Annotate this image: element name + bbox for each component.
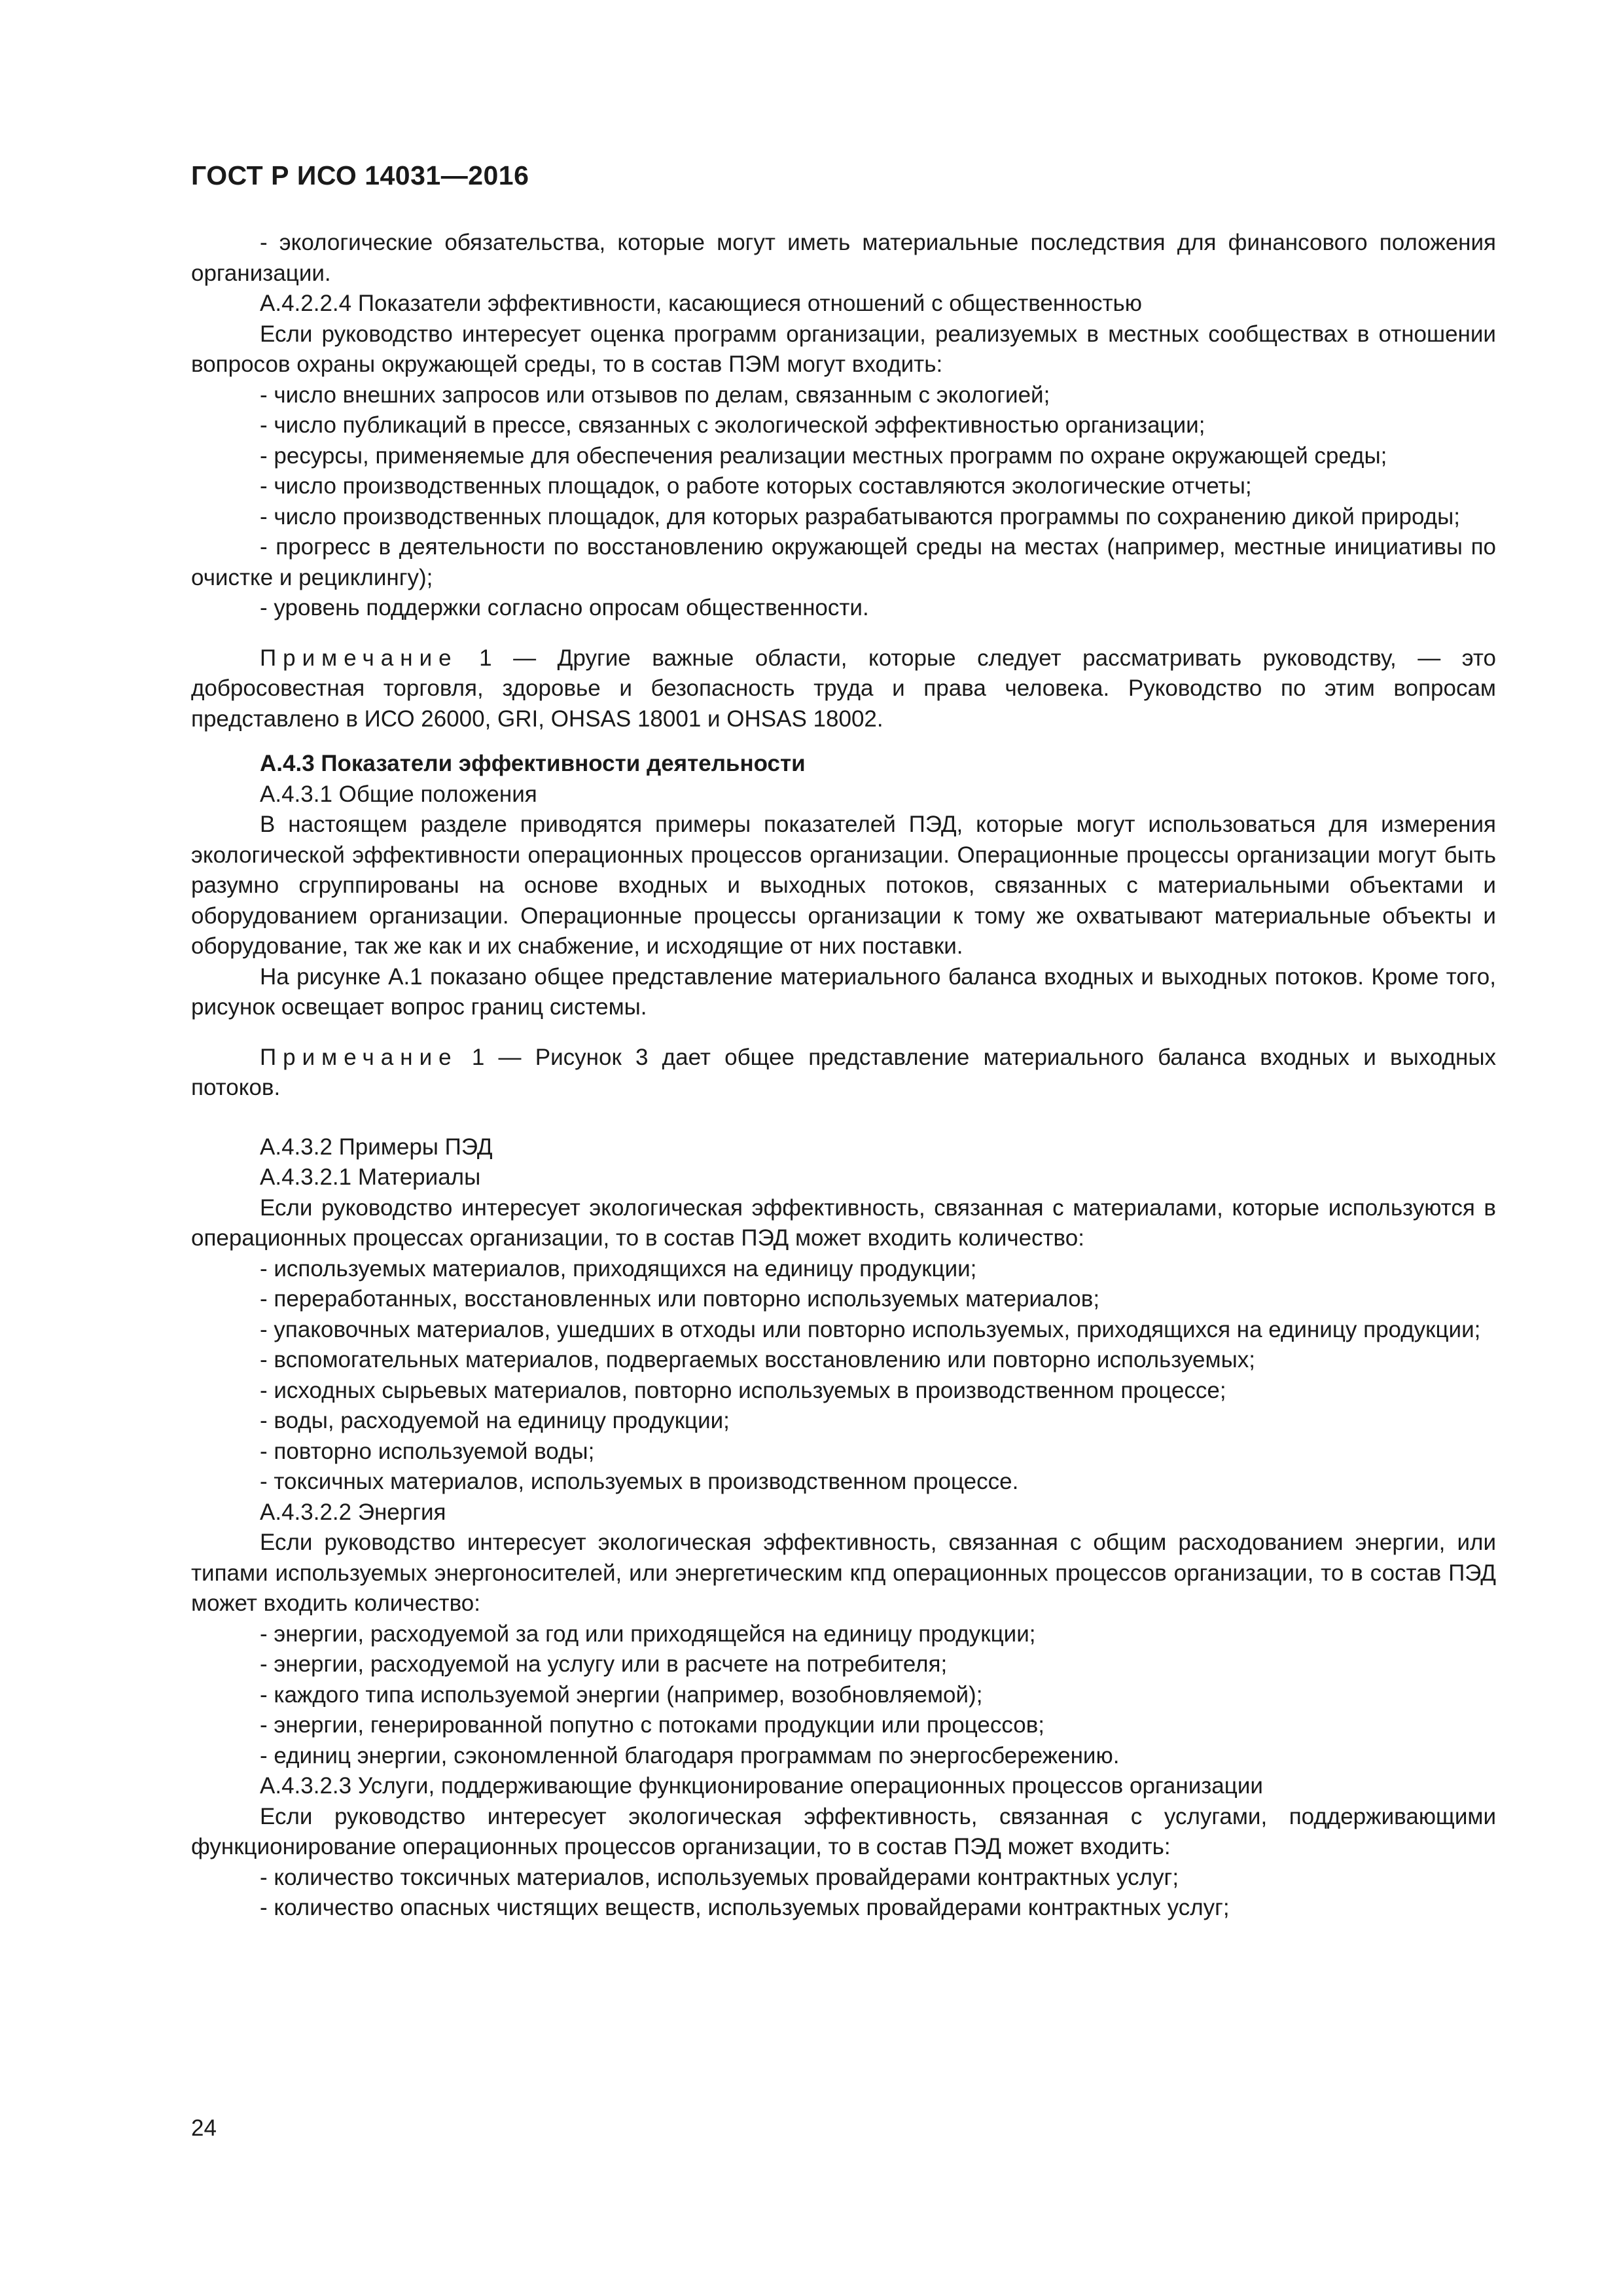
list-item: - вспомогательных материалов, подвергаемых восстановлению или повторно используемых; [260,1347,1255,1372]
document-header: ГОСТ Р ИСО 14031—2016 [191,160,529,190]
paragraph: На рисунке А.1 показано общее представление материального баланса входных и выходных потоков. Кроме того, рисунок освещает вопрос границ системы. [191,963,1496,1020]
list-item: - число внешних запросов или отзывов по делам, связанным с экологией; [260,382,1050,408]
section-heading: А.4.3.1 Общие положения [260,781,537,807]
paragraph: Если руководство интересует экологическая эффективность, связанная с услугами, поддерживающими функционирование операционных процессов организации, то в состав ПЭД может входить: [191,1803,1496,1859]
paragraph: - экологические обязательства, которые могут иметь материальные последствия для финансового положения организации. [191,230,1496,286]
paragraph: Если руководство интересует оценка программ организации, реализуемых в местных сообществах в отношении вопросов охраны окружающей среды, то в состав ПЭМ могут входить: [191,321,1496,377]
section-heading: А.4.2.2.4 Показатели эффективности, касающиеся отношений с общественностью [260,291,1143,316]
list-item: - воды, расходуемой на единицу продукции; [260,1408,730,1433]
list-item: - число публикаций в прессе, связанных с экологической эффективностью организации; [260,412,1205,438]
note-2 [191,1043,1496,1103]
list-item: - количество опасных чистящих веществ, используемых провайдерами контрактных услуг; [260,1895,1230,1920]
list-item: - используемых материалов, приходящихся на единицу продукции; [260,1255,977,1282]
list-item: - энергии, расходуемой на услугу или в расчете на потребителя; [260,1651,948,1677]
list-item: - исходных сырьевых материалов, повторно используемых в производственном процессе; [260,1377,1226,1403]
list-item: - энергии, генерированной попутно с потоками продукции или процессов; [260,1712,1045,1738]
list-item: - прогресс в деятельности по восстановлению окружающей среды на местах (например, местные инициативы по очистке и рециклингу); [191,534,1496,590]
paragraph: Если руководство интересует экологическая эффективность, связанная с общим расходованием энергии, или типами используемых энергоносителей, или энергетическим кпд операционных процессов организации, то в состав ПЭД может входить количество: [191,1530,1496,1616]
section-heading: А.4.3.2.1 Материалы [260,1164,481,1190]
note-1 [191,643,1496,735]
section-heading: А.4.3.2.2 Энергия [260,1499,446,1525]
note-label: Примечание [260,645,458,671]
section-heading-bold: А.4.3 Показатели эффективности деятельности [260,751,806,776]
list-item: - ресурсы, применяемые для обеспечения реализации местных программ по охране окружающей среды; [260,442,1387,469]
section-heading: А.4.3.2 Примеры ПЭД [260,1134,493,1160]
list-item: - переработанных, восстановленных или повторно используемых материалов; [260,1286,1100,1312]
list-item: - каждого типа используемой энергии (например, возобновляемой); [260,1681,983,1708]
paragraph: В настоящем разделе приводятся примеры показателей ПЭД, которые могут использоваться для измерения экологической эффективности операционных процессов организации. Операционные процессы организации могут быть разумно сгруппированы на основе входных и выходных потоков, связанных с материальными объектами и оборудованием организации. Операционные процессы организации к тому же охватывают материальные объекты и оборудование, так же как и их снабжение, и исходящие от них поставки. [191,812,1496,959]
list-item: - уровень поддержки согласно опросам общественности. [260,595,869,620]
paragraph: Если руководство интересует экологическая эффективность, связанная с материалами, которые используются в операционных процессах организации, то в состав ПЭД может входить количество: [191,1194,1496,1251]
list-item: - энергии, расходуемой за год или приходящейся на единицу продукции; [260,1621,1036,1647]
list-item: - единиц энергии, сэкономленной благодаря программам по энергосбережению. [260,1742,1120,1768]
page-number: 24 [191,2115,217,2141]
list-item: - повторно используемой воды; [260,1438,595,1464]
note-label: Примечание [260,1044,458,1070]
page-body [191,228,1496,1924]
list-item: - токсичных материалов, используемых в производственном процессе. [260,1469,1019,1494]
list-item: - упаковочных материалов, ушедших в отходы или повторно используемых, приходящихся на единицу продукции; [260,1316,1481,1342]
section-heading: А.4.3.2.3 Услуги, поддерживающие функционирование операционных процессов организации [260,1773,1263,1799]
note-text: 1 — Рисунок 3 дает общее представление материального баланса входных и выходных потоков. [191,1044,1496,1100]
list-item: - число производственных площадок, для которых разрабатываются программы по сохранению дикой природы; [260,503,1460,529]
note-text: 1 — Другие важные области, которые следует рассматривать руководству, — это добросовестная торговля, здоровье и безопасность труда и права человека. Руководство по этим вопросам представлено в ИСО 26000, GRI, OHSAS 18001 и OHSAS 18002. [191,645,1496,732]
list-item: - число производственных площадок, о работе которых составляются экологические отчеты; [260,473,1252,499]
list-item: - количество токсичных материалов, используемых провайдерами контрактных услуг; [260,1864,1179,1890]
